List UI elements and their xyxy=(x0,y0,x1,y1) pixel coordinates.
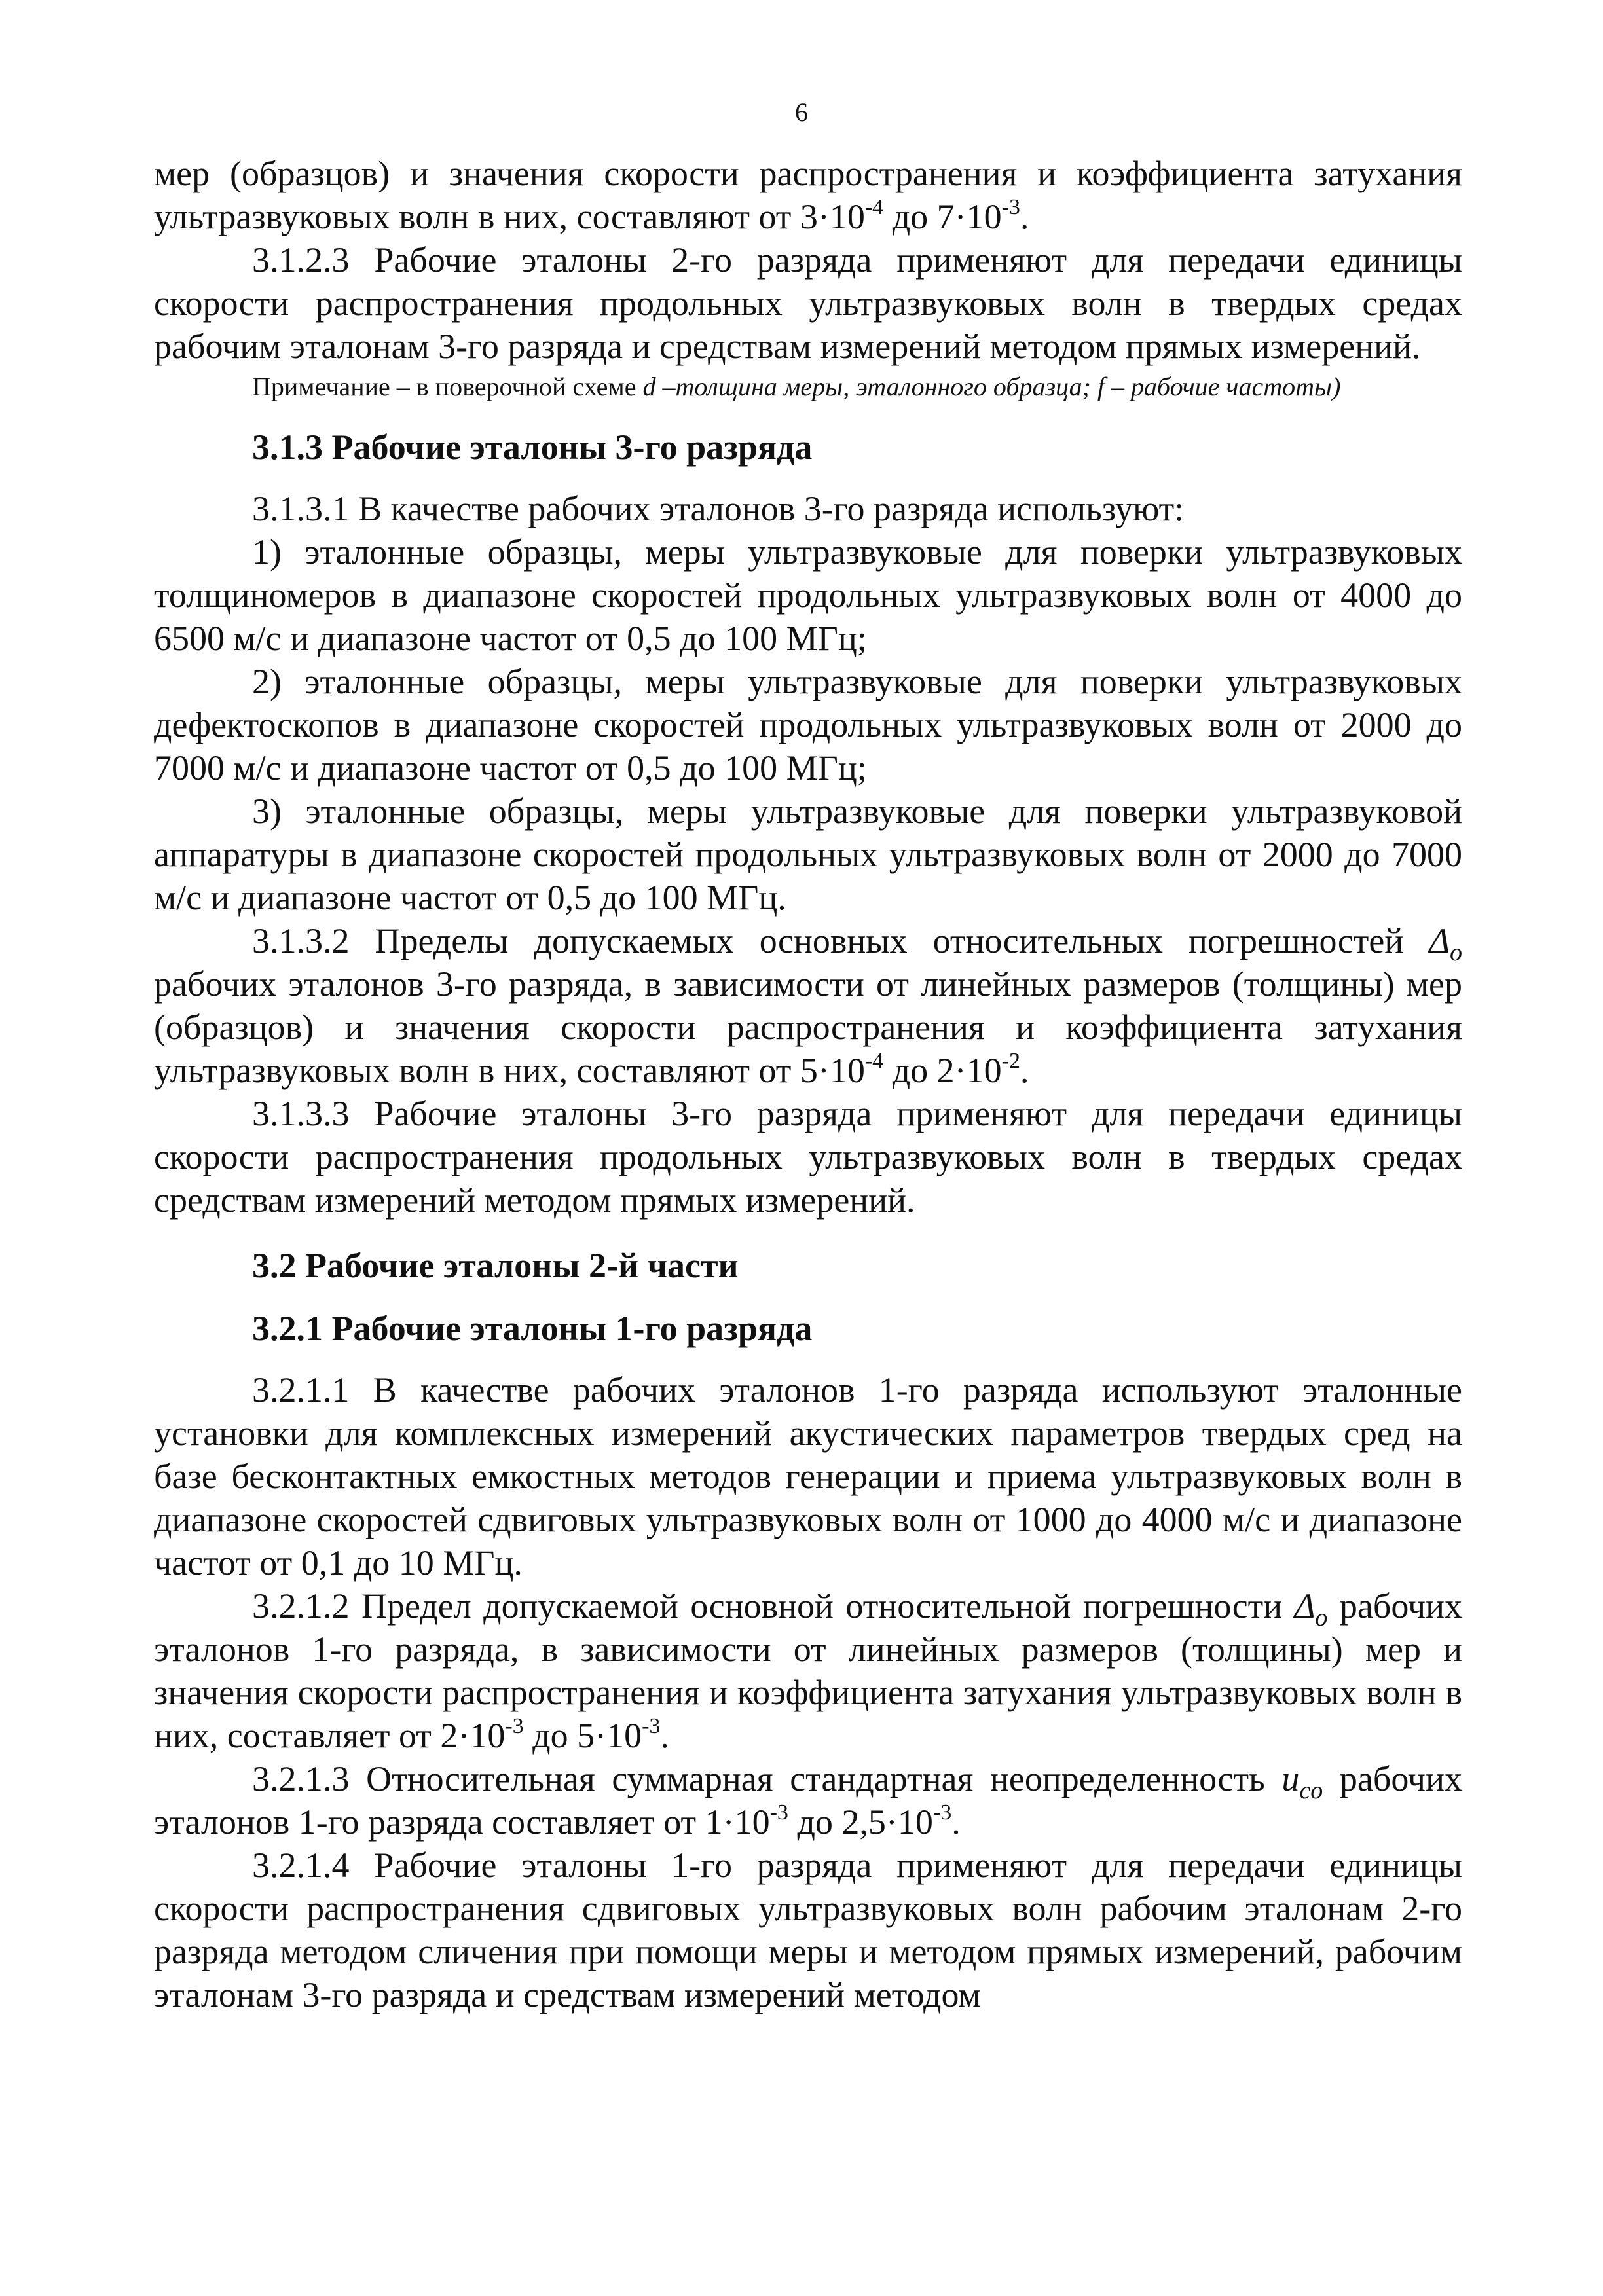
note: Примечание – в поверочной схеме d –толщина меры, эталонного образца; f – рабочие частоты) xyxy=(252,372,1341,401)
document-body xyxy=(154,152,1462,2016)
paragraph-3-1-3-1: 3.1.3.1 В качестве рабочих эталонов 3-го разряда используют: xyxy=(252,489,1185,528)
heading-3-1-3: 3.1.3 Рабочие эталоны 3-го разряда xyxy=(252,428,813,467)
heading-3-2: 3.2 Рабочие эталоны 2-й части xyxy=(252,1246,739,1285)
paragraph-3-1-3-3: 3.1.3.3 Рабочие эталоны 3-го разряда применяют для передачи единицы скорости распространения продольных ультразвуковых волн в твердых средах средствам измерений методом прямых измерений. xyxy=(154,1094,1462,1220)
heading-3-2-1: 3.2.1 Рабочие эталоны 1-го разряда xyxy=(252,1309,813,1348)
list-item-2: 2) эталонные образцы, меры ультразвуковые для поверки ультразвуковых дефектоскопов в диапазоне скоростей продольных ультразвуковых волн от 2000 до 7000 м/с и диапазоне частот от 0,5 до 100 МГц; xyxy=(154,662,1462,788)
list-item-3: 3) эталонные образцы, меры ультразвуковые для поверки ультразвуковой аппаратуры в диапазоне скоростей продольных ультразвуковых волн от 2000 до 7000 м/с и диапазоне частот от 0,5 до 100 МГц. xyxy=(154,792,1462,917)
paragraph-3-2-1-2: 3.2.1.2 Предел допускаемой основной относительной погрешности $\Delta_o$ рабочих эталонов 1-го разряда, в зависимости от линейных размеров (толщины) мер и значения скорости распространения и коэффициента затухания ультразвуковых волн в них, составляет от $2\cdot 10^{-3}$ до $5\cdot 10^{-3}$. xyxy=(154,1586,1462,1755)
paragraph-continued: мер (образцов) и значения скорости распространения и коэффициента затухания ультразвуковых волн в них, составляют от $3\cdot 10^{-4}$ до $7\cdot 10^{-3}$. xyxy=(154,154,1462,236)
list-item-1: 1) эталонные образцы, меры ультразвуковые для поверки ультразвуковых толщиномеров в диапазоне скоростей продольных ультразвуковых волн от 4000 до 6500 м/с и диапазоне частот от 0,5 до 100 МГц; xyxy=(154,532,1462,658)
paragraph-3-2-1-1: 3.2.1.1 В качестве рабочих эталонов 1-го разряда используют эталонные установки для комплексных измерений акустических параметров твердых сред на базе бесконтактных емкостных методов генерации и приема ультразвуковых волн в диапазоне скоростей сдвиговых ультразвуковых волн от 1000 до 4000 м/с и диапазоне частот от 0,1 до 10 МГц. xyxy=(154,1370,1462,1582)
paragraph-3-1-3-2: 3.1.3.2 Пределы допускаемых основных относительных погрешностей $\Delta_o$ рабочих эталонов 3-го разряда, в зависимости от линейных размеров (толщины) мер (образцов) и значения скорости распространения и коэффициента затухания ультразвуковых волн в них, составляют от $5\cdot 10^{-4}$ до $2\cdot 10^{-2}$. xyxy=(154,921,1462,1090)
paragraph-3-2-1-4: 3.2.1.4 Рабочие эталоны 1-го разряда применяют для передачи единицы скорости распространения сдвиговых ультразвуковых волн рабочим эталонам 2-го разряда методом сличения при помощи меры и методом прямых измерений, рабочим эталонам 3-го разряда и средствам измерений методом xyxy=(154,1846,1462,2014)
page-number: 6 xyxy=(795,98,808,127)
paragraph-3-1-2-3: 3.1.2.3 Рабочие эталоны 2-го разряда применяют для передачи единицы скорости распространения продольных ультразвуковых волн в твердых средах рабочим эталонам 3-го разряда и средствам измерений методом прямых измерений. xyxy=(154,240,1462,366)
paragraph-3-2-1-3: 3.2.1.3 Относительная суммарная стандартная неопределенность $u_{co}$ рабочих эталонов 1-го разряда составляет от $1\cdot 10^{-3}$ до $2,5\cdot 10^{-3}$. xyxy=(154,1759,1462,1842)
